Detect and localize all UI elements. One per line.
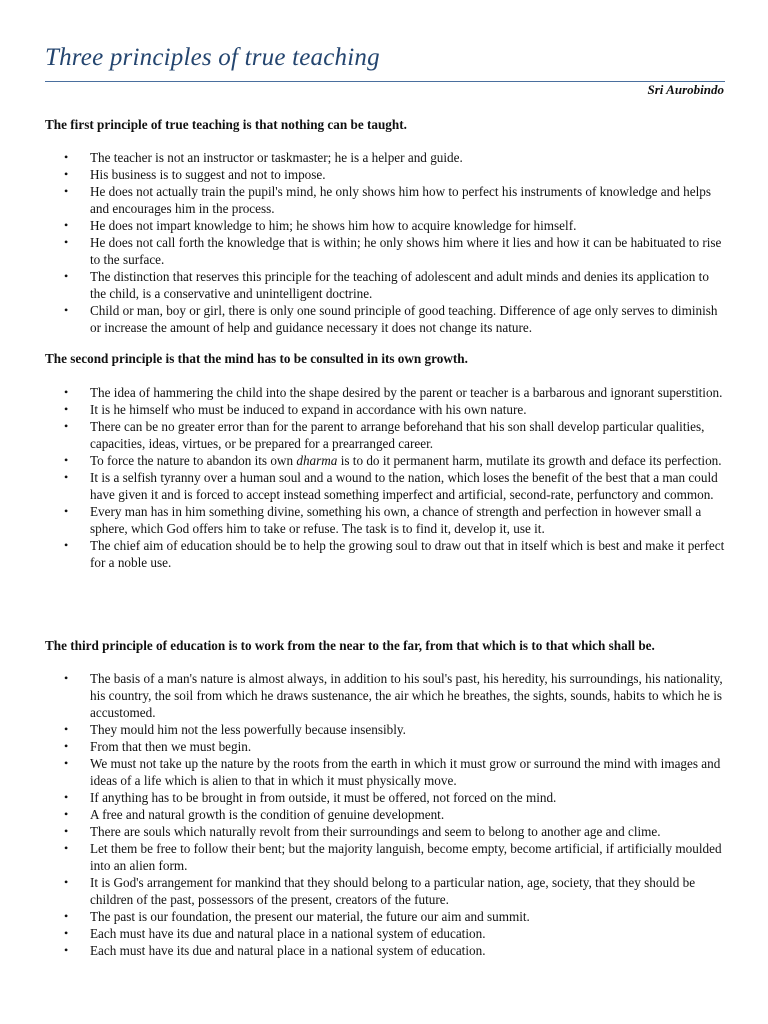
list-item <box>0 149 725 166</box>
list-item <box>0 823 725 840</box>
bullet-icon: • <box>64 671 69 685</box>
list-item-text: A free and natural growth is the condition of genuine development. <box>90 807 445 822</box>
bullet-icon: • <box>64 739 69 753</box>
list-item-text: They mould him not the less powerfully because insensibly. <box>90 722 406 737</box>
list-item <box>0 738 725 755</box>
list-item-text: The past is our foundation, the present our material, the future our aim and summit. <box>90 909 530 924</box>
list-item <box>0 670 725 721</box>
title-rule <box>45 81 725 82</box>
list-item-text: If anything has to be brought in from outside, it must be offered, not forced on the mind. <box>90 790 557 805</box>
list-item-text: The teacher is not an instructor or taskmaster; he is a helper and guide. <box>90 150 463 165</box>
bullet-icon: • <box>64 150 69 164</box>
list-item-text: It is God's arrangement for mankind that they should belong to a particular nation, age, society, that they should be children of the past, possessors of the present, creators of the future. <box>90 875 696 907</box>
bullet-icon: • <box>64 926 69 940</box>
document-title: Three principles of true teaching <box>45 44 380 71</box>
bullet-icon: • <box>64 235 69 249</box>
list-item-text: The idea of hammering the child into the shape desired by the parent or teacher is a barbarous and ignorant superstition. <box>90 385 723 400</box>
bullet-icon: • <box>64 756 69 770</box>
bullet-icon: • <box>64 269 69 283</box>
bullet-icon: • <box>64 909 69 923</box>
bullet-icon: • <box>64 875 69 889</box>
list-item <box>0 721 725 738</box>
list-item <box>0 874 725 908</box>
list-item-text: The chief aim of education should be to help the growing soul to draw out that in itself which is best and make it perfect for a noble use. <box>90 538 725 570</box>
bullet-icon: • <box>64 184 69 198</box>
bullet-icon: • <box>64 385 69 399</box>
list-item-text: Child or man, boy or girl, there is only one sound principle of good teaching. Difference of age only serves to diminish or increase the amount of help and guidance necessary it does not change its nature. <box>90 303 718 335</box>
list-item <box>0 268 725 302</box>
list-item-text: The distinction that reserves this principle for the teaching of adolescent and adult minds and denies its application to the child, is a conservative and unintelligent doctrine. <box>90 269 709 301</box>
bullet-icon: • <box>64 167 69 181</box>
bullet-icon: • <box>64 790 69 804</box>
list-item <box>0 503 725 537</box>
list-item-text: Let them be free to follow their bent; but the majority languish, become empty, become artificial, if artificially moulded into an alien form. <box>90 841 722 873</box>
list-item <box>0 166 725 183</box>
list-item-text: From that then we must begin. <box>90 739 252 754</box>
section-2-heading: The second principle is that the mind has to be consulted in its own growth. <box>45 351 468 366</box>
bullet-icon: • <box>64 419 69 433</box>
list-item <box>0 384 725 401</box>
bullet-icon: • <box>64 470 69 484</box>
author-name: Sri Aurobindo <box>647 82 724 97</box>
bullet-icon: • <box>64 538 69 552</box>
bullet-icon: • <box>64 218 69 232</box>
list-item-text: It is he himself who must be induced to expand in accordance with his own nature. <box>90 402 527 417</box>
bullet-icon: • <box>64 402 69 416</box>
list-item-text: His business is to suggest and not to impose. <box>90 167 326 182</box>
list-item-text: Each must have its due and natural place in a national system of education. <box>90 926 486 941</box>
bullet-icon: • <box>64 943 69 957</box>
section-1-heading: The first principle of true teaching is that nothing can be taught. <box>45 117 407 132</box>
emphasized-term: dharma <box>296 453 338 468</box>
section-3-heading: The third principle of education is to work from the near to the far, from that which is to that which shall be. <box>45 638 655 653</box>
list-item <box>0 234 725 268</box>
bullet-icon: • <box>64 807 69 821</box>
list-item-text: There can be no greater error than for the parent to arrange beforehand that his son shall develop particular qualities, capacities, ideas, virtues, or be prepared for a prearranged career. <box>90 419 705 451</box>
list-item <box>0 925 725 942</box>
list-item <box>0 840 725 874</box>
list-item <box>0 942 725 959</box>
list-item <box>0 755 725 789</box>
bullet-icon: • <box>64 722 69 736</box>
section-1-bullet-list <box>0 149 725 336</box>
list-item <box>0 418 725 452</box>
list-item <box>0 908 725 925</box>
list-item-text: He does not call forth the knowledge that is within; he only shows him where it lies and how it can be habituated to rise to the surface. <box>90 235 722 267</box>
list-item <box>0 789 725 806</box>
bullet-icon: • <box>64 453 69 467</box>
section-3-bullet-list <box>0 670 725 959</box>
bullet-icon: • <box>64 303 69 317</box>
list-item-text: Each must have its due and natural place in a national system of education. <box>90 943 486 958</box>
list-item <box>0 806 725 823</box>
list-item-text: It is a selfish tyranny over a human soul and a wound to the nation, which loses the benefit of the best that a man could have given it and is forced to accept instead something imperfect and artificial, second-rate, perfunctory and common. <box>90 470 718 502</box>
bullet-icon: • <box>64 824 69 838</box>
list-item <box>0 469 725 503</box>
list-item-text: There are souls which naturally revolt from their surroundings and seem to belong to another age and clime. <box>90 824 661 839</box>
list-item-text: Every man has in him something divine, something his own, a chance of strength and perfection in however small a sphere, which God offers him to take or refuse. The task is to find it, develop it, use it. <box>90 504 702 536</box>
list-item <box>0 217 725 234</box>
list-item-text: We must not take up the nature by the roots from the earth in which it must grow or surround the mind with images and ideas of a life which is alien to that in which it must physically move. <box>90 756 721 788</box>
bullet-icon: • <box>64 841 69 855</box>
list-item <box>0 452 725 469</box>
bullet-icon: • <box>64 504 69 518</box>
list-item-text: The basis of a man's nature is almost always, in addition to his soul's past, his heredity, his surroundings, his nationality, his country, the soil from which he draws sustenance, the air which he breathes, the sights, sounds, habits to which he is accustomed. <box>90 671 723 720</box>
list-item <box>0 401 725 418</box>
list-item-text: To force the nature to abandon its own dharma is to do it permanent harm, mutilate its growth and deface its perfection. <box>90 453 722 468</box>
section-2-bullet-list <box>0 384 725 571</box>
list-item <box>0 302 725 336</box>
list-item <box>0 537 725 571</box>
list-item-text: He does not impart knowledge to him; he shows him how to acquire knowledge for himself. <box>90 218 577 233</box>
list-item <box>0 183 725 217</box>
list-item-text: He does not actually train the pupil's mind, he only shows him how to perfect his instruments of knowledge and helps and encourages him in the process. <box>90 184 711 216</box>
